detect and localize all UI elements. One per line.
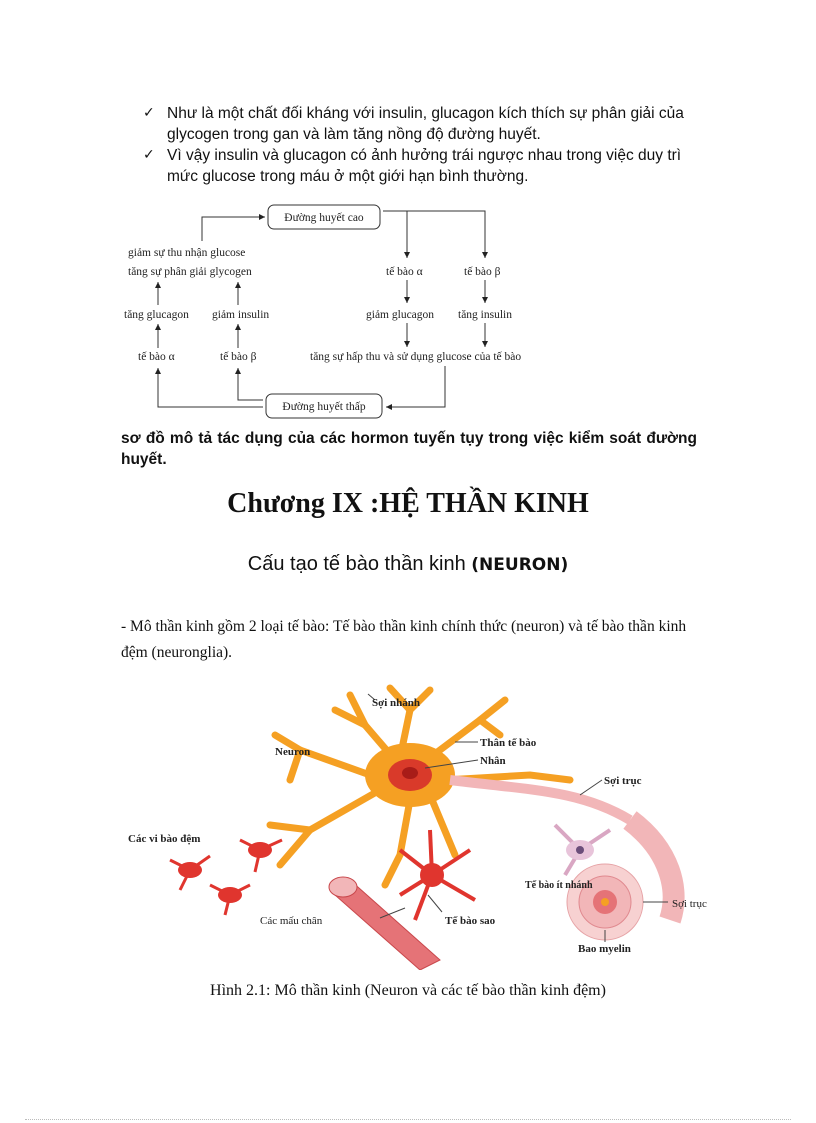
list-item	[143, 103, 703, 145]
list-item	[143, 145, 703, 187]
bullet-list	[143, 103, 703, 187]
chapter-title: Chương IX :HỆ THẦN KINH	[227, 488, 589, 519]
low-sugar-label: Đường huyết thấp	[282, 401, 366, 413]
section-title-text: Cấu tạo tế bào thần kinh	[247, 553, 466, 575]
reduce-uptake-label: giảm sự thu nhận glucose	[128, 247, 246, 259]
neuron-illustration	[110, 680, 740, 970]
page-bottom-border	[25, 1119, 791, 1120]
reduce-glucagon-label: giảm glucagon	[366, 309, 435, 321]
increase-glucagon-label: tăng glucagon	[124, 309, 189, 321]
label-cell-body: Thân tế bào	[480, 737, 537, 749]
label-axon-right: Sợi trục	[672, 898, 707, 910]
label-nucleus: Nhân	[480, 755, 506, 767]
microglia-cells	[170, 840, 282, 915]
alpha-cell-right-label: tế bào α	[386, 266, 423, 278]
figure-caption: Hình 2.1: Mô thần kinh (Neuron và các tế bào thần kinh đệm)	[210, 982, 606, 999]
checkmark-icon: ✓	[143, 147, 155, 163]
diagram-arrows	[158, 211, 485, 407]
label-astrocyte: Tế bào sao	[445, 915, 496, 927]
bullet-text: Vì vậy insulin và glucagon có ảnh hưởng trái ngược nhau trong việc duy trì mức glucose trong máu ở một giới hạn bình thường.	[167, 147, 682, 185]
bullet-text: Như là một chất đối kháng với insulin, glucagon kích thích sự phân giải của glycogen trong gan và làm tăng nồng độ đường huyết.	[167, 105, 684, 143]
label-pedicles: Các mấu chân	[260, 915, 323, 927]
intro-paragraph: - Mô thần kinh gồm 2 loại tế bào: Tế bào thần kinh chính thức (neuron) và tế bào thần kinh đệm (neuronglia).	[121, 618, 687, 661]
checkmark-icon: ✓	[143, 105, 155, 121]
beta-cell-right-label: tế bào β	[464, 266, 501, 278]
high-sugar-label: Đường huyết cao	[284, 212, 364, 224]
blood-vessel	[329, 877, 440, 970]
alpha-cell-left-label: tế bào α	[138, 351, 175, 363]
label-axon-top: Sợi trục	[604, 775, 642, 787]
section-title-suffix: (NEURON)	[471, 555, 569, 575]
label-dendrite: Sợi nhánh	[372, 697, 420, 709]
label-neuron: Neuron	[275, 746, 311, 758]
diagram-caption: sơ đồ mô tả tác dụng của các hormon tuyến tụy trong việc kiểm soát đường huyết.	[121, 430, 697, 468]
increase-insulin-label: tăng insulin	[458, 309, 512, 321]
beta-cell-left-label: tế bào β	[220, 351, 257, 363]
increase-breakdown-label: tăng sự phân giải glycogen	[128, 266, 252, 278]
section-title	[0, 553, 816, 576]
glucose-regulation-diagram	[110, 200, 580, 425]
label-microglia: Các vi bào đệm	[128, 833, 201, 845]
reduce-insulin-label: giảm insulin	[212, 309, 270, 321]
label-oligodendrocyte: Tế bào ít nhánh	[525, 880, 593, 891]
label-myelin: Bao myelin	[578, 943, 631, 955]
increase-absorb-label: tăng sự hấp thu và sử dụng glucose của tế bào	[310, 351, 522, 363]
